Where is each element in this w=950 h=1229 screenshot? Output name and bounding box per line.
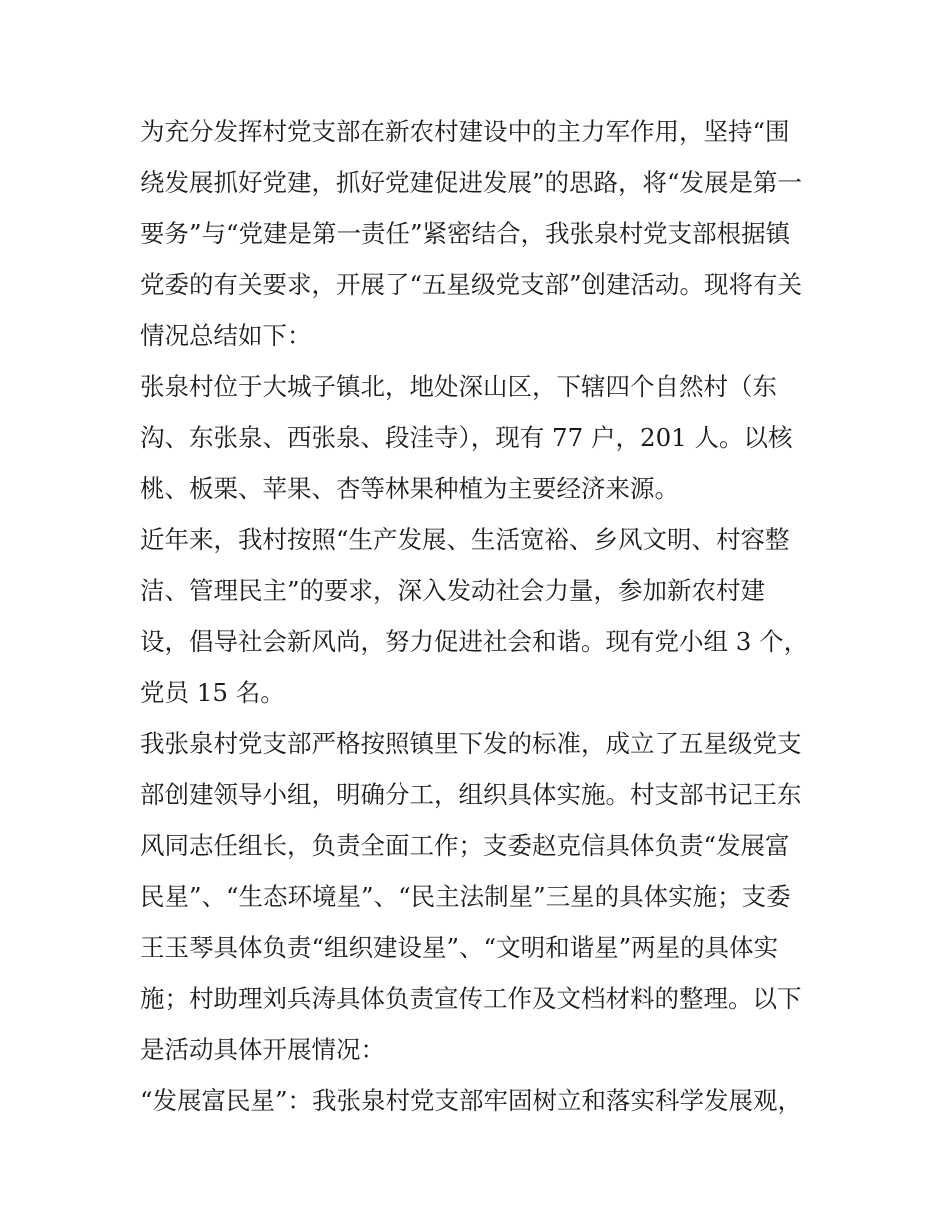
text-line: 洁、管理民主”的要求，深入发动社会力量，参加新农村建 [140,576,766,605]
text-line: 桃、板栗、苹果、杏等林果种植为主要经济来源。 [140,474,679,503]
document-body [140,106,820,1126]
paragraph-development-star [140,1075,820,1126]
text-line: 情况总结如下： [140,321,312,350]
text-line: 施；村助理刘兵涛具体负责宣传工作及文档材料的整理。以下 [140,984,802,1013]
text-line: 党员 15 名。 [140,678,285,707]
paragraph-intro [140,106,820,361]
text-line: 我张泉村党支部严格按照镇里下发的标准，成立了五星级党支 [140,729,802,758]
text-line: 王玉琴具体负责“组织建设星”、“文明和谐星”两星的具体实 [140,933,779,962]
text-line: 民星”、“生态环境星”、“民主法制星”三星的具体实施；支委 [140,882,791,911]
text-line: 沟、东张泉、西张泉、段洼寺），现有 77 户，201 人。以核 [140,423,793,452]
text-line: 党委的有关要求，开展了“五星级党支部”创建活动。现将有关 [140,270,803,299]
text-line: 设，倡导社会新风尚，努力促进社会和谐。现有党小组 3 个， [140,627,809,656]
paragraph-leadership-group [140,718,820,1075]
paragraph-village-overview [140,361,820,514]
text-line: 部创建领导小组，明确分工，组织具体实施。村支部书记王东 [140,780,802,809]
text-line: 近年来，我村按照“生产发展、生活宽裕、乡风文明、村容整 [140,525,790,554]
text-line: 张泉村位于大城子镇北，地处深山区，下辖四个自然村（东 [140,372,777,401]
text-line: 为充分发挥村党支部在新农村建设中的主力军作用，坚持“围 [140,117,790,146]
text-line: 是活动具体开展情况： [140,1035,385,1064]
text-line: “发展富民星”：我张泉村党支部牢固树立和落实科学发展观， [140,1086,803,1115]
text-line: 风同志任组长，负责全面工作；支委赵克信具体负责“发展富 [140,831,790,860]
paragraph-recent-years [140,514,820,718]
text-line: 绕发展抓好党建，抓好党建促进发展”的思路，将“发展是第一 [140,168,803,197]
text-line: 要务”与“党建是第一责任”紧密结合，我张泉村党支部根据镇 [140,219,791,248]
